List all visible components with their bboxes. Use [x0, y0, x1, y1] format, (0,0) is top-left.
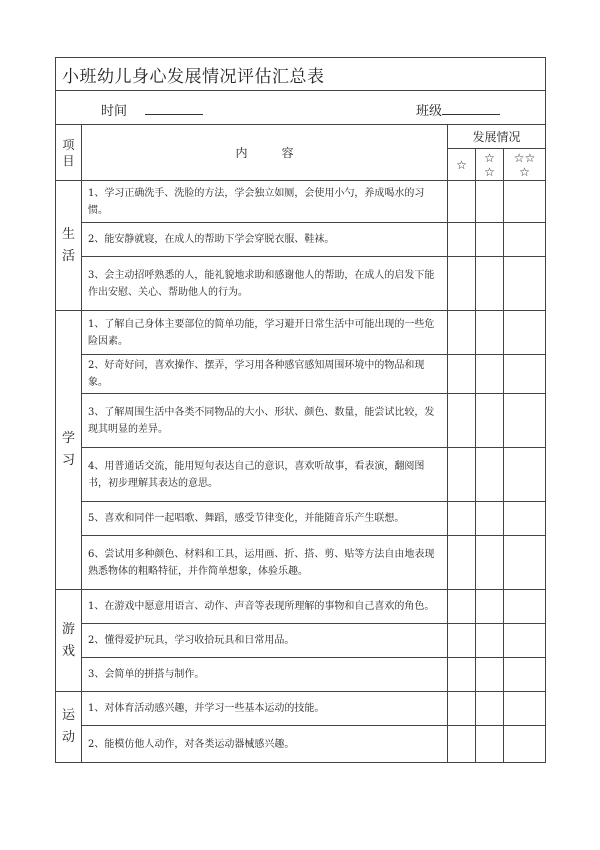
rating-cell-level-2[interactable]: [476, 624, 504, 658]
class-blank[interactable]: [442, 102, 500, 115]
level-3-star-icon: ☆☆ ☆: [504, 149, 546, 181]
table-row: [56, 448, 546, 502]
level-1-star-icon: ☆: [448, 149, 476, 181]
rating-cell-level-2[interactable]: [476, 726, 504, 763]
rating-cell-level-2[interactable]: [476, 692, 504, 726]
rating-cell-level-1[interactable]: [448, 394, 476, 448]
rating-cell-level-1[interactable]: [448, 726, 476, 763]
table-row: [56, 624, 546, 658]
rating-cell-level-2[interactable]: [476, 355, 504, 394]
item-content: 3、会简单的拼搭与制作。: [82, 658, 448, 692]
rating-cell-level-3[interactable]: [504, 257, 546, 311]
level-2-star-icon: ☆ ☆: [476, 149, 504, 181]
header-item-line2: 目: [62, 153, 75, 168]
item-content: 6、尝试用多种颜色、材料和工具，运用画、折、搭、剪、贴等方法自由地表现熟悉物体的粗略特征，并作简单想象，体验乐趣。: [82, 536, 448, 590]
page-title: 小班幼儿身心发展情况评估汇总表: [56, 58, 546, 91]
category-cell: 学 习: [56, 311, 82, 590]
rating-cell-level-1[interactable]: [448, 448, 476, 502]
rating-cell-level-2[interactable]: [476, 311, 504, 355]
category-cell: 运 动: [56, 692, 82, 763]
class-label: 班级: [416, 104, 443, 119]
table-row: [56, 658, 546, 692]
table-row: [56, 590, 546, 624]
rating-cell-level-2[interactable]: [476, 536, 504, 590]
time-blank[interactable]: [145, 102, 203, 115]
rating-cell-level-1[interactable]: [448, 181, 476, 223]
header-item-line1: 项: [62, 137, 75, 152]
table-row: [56, 257, 546, 311]
rating-cell-level-1[interactable]: [448, 502, 476, 536]
rating-cell-level-3[interactable]: [504, 355, 546, 394]
rating-cell-level-3[interactable]: [504, 624, 546, 658]
rating-cell-level-3[interactable]: [504, 590, 546, 624]
rating-cell-level-1[interactable]: [448, 624, 476, 658]
table-row: [56, 181, 546, 223]
rating-cell-level-3[interactable]: [504, 448, 546, 502]
rating-cell-level-1[interactable]: [448, 223, 476, 257]
rating-cell-level-1[interactable]: [448, 692, 476, 726]
rating-cell-level-2[interactable]: [476, 448, 504, 502]
table-row: [56, 536, 546, 590]
header-item: [56, 125, 82, 181]
header-content: 内容: [82, 125, 448, 181]
item-content: 2、懂得爱护玩具，学习收拾玩具和日常用品。: [82, 624, 448, 658]
assessment-sheet: [55, 57, 545, 763]
rating-cell-level-2[interactable]: [476, 658, 504, 692]
category-cell: 生 活: [56, 181, 82, 311]
header-development: 发展情况: [448, 125, 546, 149]
rating-cell-level-1[interactable]: [448, 257, 476, 311]
table-row: [56, 355, 546, 394]
rating-cell-level-3[interactable]: [504, 223, 546, 257]
table-row: [56, 502, 546, 536]
rating-cell-level-3[interactable]: [504, 726, 546, 763]
rating-cell-level-1[interactable]: [448, 311, 476, 355]
rating-cell-level-1[interactable]: [448, 355, 476, 394]
rating-cell-level-3[interactable]: [504, 311, 546, 355]
rating-cell-level-2[interactable]: [476, 223, 504, 257]
rating-cell-level-2[interactable]: [476, 590, 504, 624]
category-cell: 游 戏: [56, 590, 82, 692]
rating-cell-level-1[interactable]: [448, 536, 476, 590]
item-content: 3、会主动招呼熟悉的人，能礼貌地求助和感谢他人的帮助，在成人的启发下能作出安慰、关心、帮助他人的行为。: [82, 257, 448, 311]
rating-cell-level-2[interactable]: [476, 394, 504, 448]
rating-cell-level-2[interactable]: [476, 502, 504, 536]
table-row: [56, 311, 546, 355]
assessment-table: [55, 57, 546, 763]
item-content: 1、对体育活动感兴趣，并学习一些基本运动的技能。: [82, 692, 448, 726]
rating-cell-level-3[interactable]: [504, 181, 546, 223]
table-row: [56, 394, 546, 448]
rating-cell-level-3[interactable]: [504, 692, 546, 726]
item-content: 5、喜欢和同伴一起唱歌、舞蹈，感受节律变化，并能随音乐产生联想。: [82, 502, 448, 536]
item-content: 1、在游戏中愿意用语言、动作、声音等表现所理解的事物和自己喜欢的角色。: [82, 590, 448, 624]
item-content: 3、了解周围生活中各类不同物品的大小、形状、颜色、数量，能尝试比较，发现其明显的差异。: [82, 394, 448, 448]
rating-cell-level-2[interactable]: [476, 257, 504, 311]
time-label: 时间: [101, 104, 128, 119]
rating-cell-level-3[interactable]: [504, 536, 546, 590]
rating-cell-level-3[interactable]: [504, 394, 546, 448]
rating-cell-level-1[interactable]: [448, 658, 476, 692]
rating-cell-level-3[interactable]: [504, 502, 546, 536]
class-field: [416, 100, 500, 119]
item-content: 1、了解自己身体主要部位的简单功能，学习避开日常生活中可能出现的一些危险因素。: [82, 311, 448, 355]
item-content: 2、能模仿他人动作，对各类运动器械感兴趣。: [82, 726, 448, 763]
table-row: [56, 692, 546, 726]
table-row: [56, 223, 546, 257]
item-content: 2、能安静就寝，在成人的帮助下学会穿脱衣服、鞋袜。: [82, 223, 448, 257]
table-row: [56, 726, 546, 763]
time-field: [101, 100, 203, 119]
rating-cell-level-2[interactable]: [476, 181, 504, 223]
item-content: 4、用普通话交流，能用短句表达自己的意识，喜欢听故事，看表演，翻阅图书，初步理解其表达的意思。: [82, 448, 448, 502]
item-content: 1、学习正确洗手、洗脸的方法，学会独立如厕，会使用小勺，养成喝水的习惯。: [82, 181, 448, 223]
meta-row: [56, 91, 546, 125]
rating-cell-level-1[interactable]: [448, 590, 476, 624]
rating-cell-level-3[interactable]: [504, 658, 546, 692]
item-content: 2、好奇好问，喜欢操作、摆弄，学习用各种感官感知周围环境中的物品和现象。: [82, 355, 448, 394]
